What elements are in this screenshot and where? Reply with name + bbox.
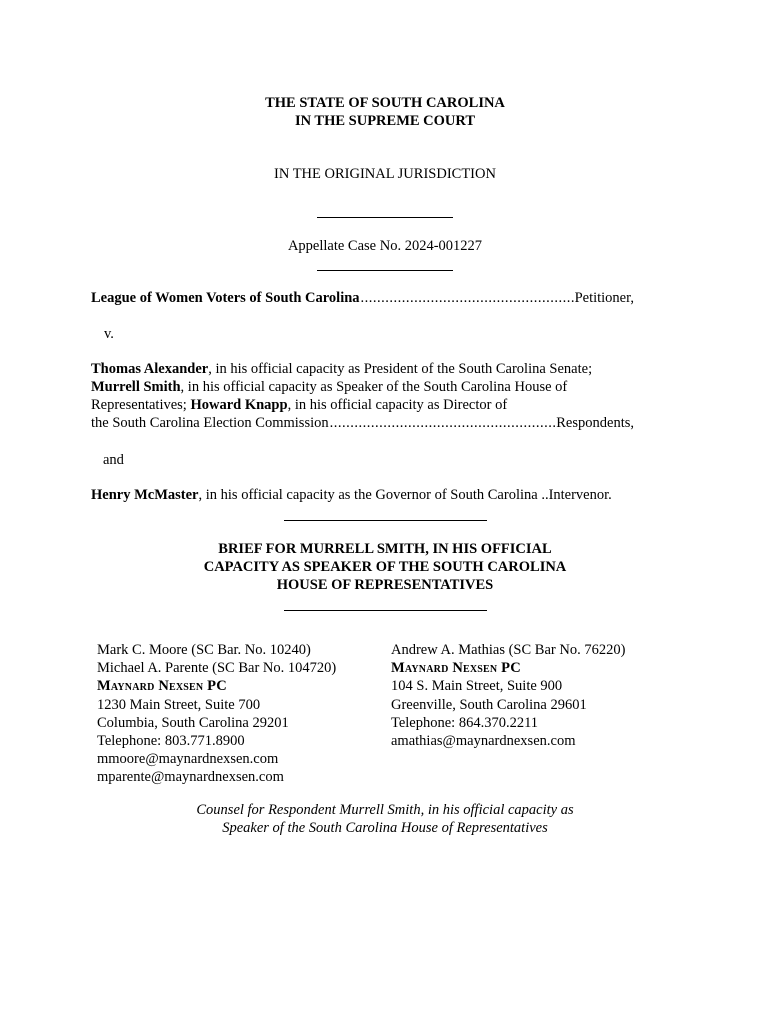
versus: v. — [104, 326, 114, 342]
divider-case — [317, 270, 453, 271]
attorney-moore: Mark C. Moore (SC Bar. No. 10240) — [97, 642, 311, 658]
respondent2-name: Murrell Smith — [91, 379, 181, 395]
counsel-designation-line-2: Speaker of the South Carolina House of Representatives — [222, 820, 548, 836]
brief-title-line-3: HOUSE OF REPRESENTATIVES — [276, 577, 494, 593]
phone-right: Telephone: 864.370.2211 — [391, 714, 539, 731]
counsel-block-left — [97, 641, 336, 787]
divider-top — [317, 217, 453, 218]
and-conjunction: and — [103, 452, 124, 468]
firm-name-left: Maynard Nexsen PC — [97, 678, 227, 695]
respondent-line-3 — [91, 397, 634, 414]
jurisdiction-heading: IN THE ORIGINAL JURISDICTION — [274, 166, 496, 182]
respondent3-desc: , in his official capacity as Director of — [287, 397, 508, 413]
court-heading: IN THE SUPREME COURT — [294, 113, 476, 129]
attorney-mathias: Andrew A. Mathias (SC Bar No. 76220) — [391, 642, 626, 658]
intervenor-leader: .. — [537, 487, 549, 503]
address-left-1: 1230 Main Street, Suite 700 — [97, 696, 261, 713]
respondent-line-4 — [91, 415, 634, 432]
phone-left: Telephone: 803.771.8900 — [97, 733, 245, 750]
case-number: Appellate Case No. 2024-001227 — [287, 238, 483, 254]
petitioner-line — [91, 290, 634, 307]
state-heading: THE STATE OF SOUTH CAROLINA — [265, 95, 505, 111]
intervenor-line — [91, 487, 634, 504]
email-moore: mmoore@maynardnexsen.com — [97, 751, 279, 768]
respondent-line-2 — [91, 379, 634, 396]
respondent3-desc-cont: the South Carolina Election Commission — [91, 415, 329, 431]
petitioner-name: League of Women Voters of South Carolina — [91, 290, 360, 306]
petitioner-leader — [361, 290, 574, 307]
email-mathias: amathias@maynardnexsen.com — [391, 733, 576, 750]
respondents-role: Respondents, — [556, 415, 634, 431]
counsel-designation-line-1: Counsel for Respondent Murrell Smith, in his official capacity as — [196, 802, 574, 818]
address-left-2: Columbia, South Carolina 29201 — [97, 714, 289, 731]
petitioner-role: Petitioner, — [574, 290, 634, 306]
respondents-leader — [330, 415, 556, 432]
address-right-1: 104 S. Main Street, Suite 900 — [391, 678, 563, 695]
email-parente: mparente@maynardnexsen.com — [97, 769, 284, 786]
intervenor-name: Henry McMaster — [91, 487, 199, 503]
divider-brief-bottom — [284, 610, 487, 611]
divider-brief-top — [284, 520, 487, 521]
brief-title-line-1: BRIEF FOR MURRELL SMITH, IN HIS OFFICIAL — [218, 541, 552, 557]
counsel-block-right — [391, 641, 625, 750]
respondent1-desc: , in his official capacity as President of the South Carolina Senate; — [208, 361, 593, 377]
brief-title-line-2: CAPACITY AS SPEAKER OF THE SOUTH CAROLINA — [203, 559, 567, 575]
intervenor-role: Intervenor. — [548, 487, 612, 503]
respondent-line-1 — [91, 361, 634, 378]
respondent1-name: Thomas Alexander — [91, 361, 209, 377]
respondent2-desc-cont: Representatives; — [91, 397, 191, 413]
respondent3-name: Howard Knapp — [190, 397, 288, 413]
respondent2-desc: , in his official capacity as Speaker of the South Carolina House of — [180, 379, 568, 395]
attorney-parente: Michael A. Parente (SC Bar No. 104720) — [97, 660, 337, 677]
intervenor-desc: , in his official capacity as the Governor of South Carolina — [198, 487, 538, 503]
firm-name-right: Maynard Nexsen PC — [391, 660, 521, 677]
address-right-2: Greenville, South Carolina 29601 — [391, 696, 587, 713]
